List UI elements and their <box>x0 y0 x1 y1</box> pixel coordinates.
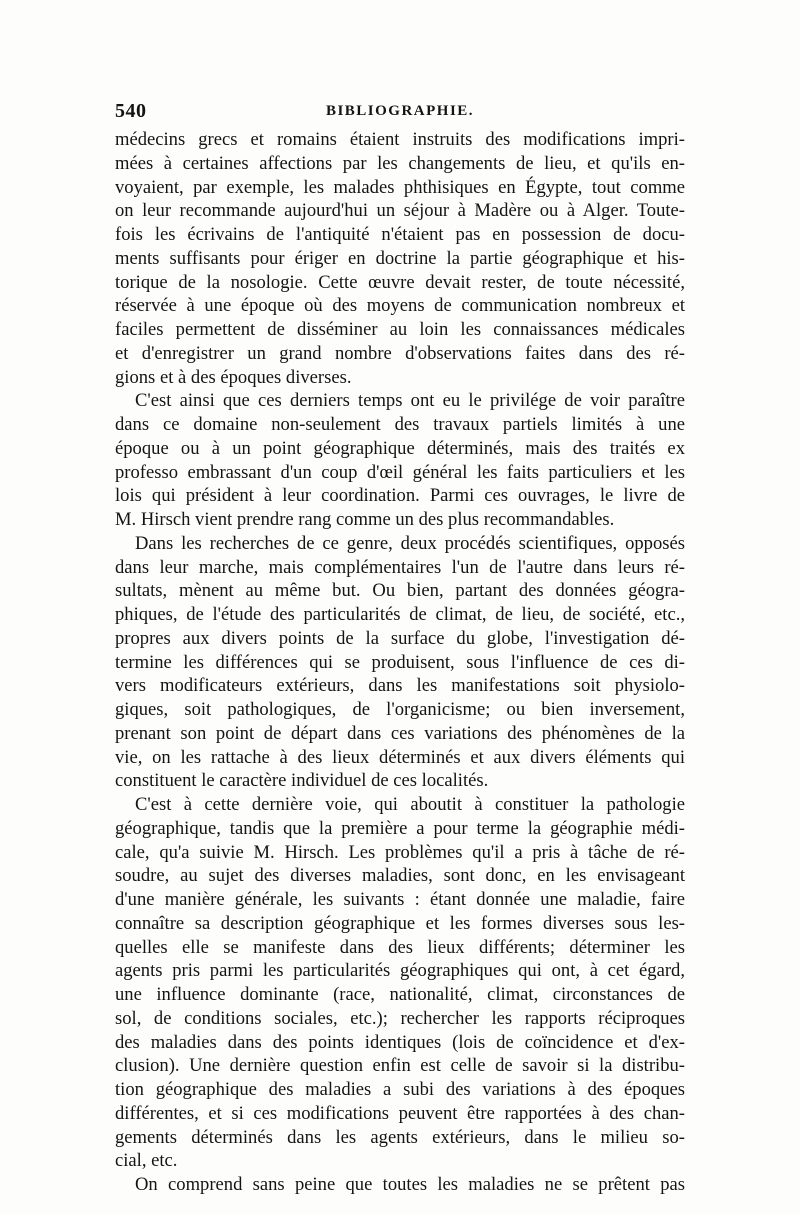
text-line: professo embrassant d'un coup d'œil général les faits particuliers et les <box>115 461 685 483</box>
text-line: d'une manière générale, les suivants : étant donnée une maladie, faire <box>115 889 685 910</box>
running-head <box>115 100 685 124</box>
text-line: ments suffisants pour ériger en doctrine la partie géographique et his- <box>115 247 685 269</box>
text-line: quelles elle se manifeste dans des lieux différents; déterminer les <box>115 936 685 958</box>
text-line: torique de la nosologie. Cette œuvre devait rester, de toute nécessité, <box>115 271 685 293</box>
text-line: Dans les recherches de ce genre, deux procédés scientifiques, opposés <box>135 532 685 554</box>
body-text <box>115 128 685 1197</box>
text-line: réservée à une époque où des moyens de communication nombreux et <box>115 295 685 317</box>
text-line: soudre, au sujet des diverses maladies, sont donc, en les envisageant <box>115 865 685 887</box>
text-line: voyaient, par exemple, les malades phthisiques en Égypte, tout comme <box>115 176 685 198</box>
text-line: propres aux divers points de la surface du globe, l'investigation dé- <box>115 627 685 649</box>
text-line: géographique, tandis que la première a pour terme la géographie médi- <box>115 817 685 839</box>
text-line: prenant son point de départ dans ces variations des phénomènes de la <box>115 722 685 744</box>
text-line: vie, on les rattache à des lieux déterminés et aux divers éléments qui <box>115 746 685 768</box>
text-line: des maladies dans des points identiques (lois de coïncidence et d'ex- <box>115 1031 685 1053</box>
text-line: sultats, mènent au même but. Ou bien, partant des données géogra- <box>115 580 685 602</box>
text-line: dans ce domaine non-seulement des travaux partiels limités à une <box>115 414 685 435</box>
text-line: clusion). Une dernière question enfin est celle de savoir si la distribu- <box>115 1055 685 1077</box>
text-line: connaître sa description géographique et les formes diverses sous les- <box>115 912 685 934</box>
text-line: lois qui président à leur coordination. Parmi ces ouvrages, le livre de <box>115 485 685 507</box>
text-line: gements déterminés dans les agents extérieurs, dans le milieu so- <box>115 1126 685 1148</box>
text-line: on leur recommande aujourd'hui un séjour à Madère ou à Alger. Toute- <box>115 200 685 222</box>
text-line: vers modificateurs extérieurs, dans les manifestations soit physiolo- <box>115 675 685 697</box>
text-line: C'est ainsi que ces derniers temps ont eu le privilége de voir paraître <box>135 390 685 412</box>
text-line: cial, etc. <box>115 1150 178 1172</box>
page-number: 540 <box>115 100 147 122</box>
text-line: C'est à cette dernière voie, qui aboutit à constituer la pathologie <box>135 794 685 815</box>
text-line: tion géographique des maladies a subi des variations à des époques <box>115 1079 685 1100</box>
text-line: fois les écrivains de l'antiquité n'étaient pas en possession de docu- <box>115 224 685 245</box>
text-line: cale, qu'a suivie M. Hirsch. Les problèmes qu'il a pris à tâche de ré- <box>115 841 685 863</box>
text-line: gions et à des époques diverses. <box>115 366 352 388</box>
text-line: On comprend sans peine que toutes les maladies ne se prêtent pas <box>135 1174 685 1195</box>
text-line: dans leur marche, mais complémentaires l'un de l'autre dans leurs ré- <box>115 556 685 578</box>
text-line: médecins grecs et romains étaient instruits des modifications impri- <box>115 129 685 150</box>
text-line: différentes, et si ces modifications peuvent être rapportées à des chan- <box>115 1102 685 1124</box>
text-line: constituent le caractère individuel de ces localités. <box>115 770 489 792</box>
text-line: sol, de conditions sociales, etc.); rechercher les rapports réciproques <box>115 1007 685 1029</box>
text-line: phiques, de l'étude des particularités de climat, de lieu, de société, etc., <box>115 604 685 625</box>
running-title: BIBLIOGRAPHIE. <box>325 103 475 119</box>
text-line: époque ou à un point géographique déterminés, mais des traités ex <box>115 437 685 459</box>
text-line: giques, soit pathologiques, de l'organicisme; ou bien inversement, <box>115 699 685 720</box>
text-line: mées à certaines affections par les changements de lieu, et qu'ils en- <box>115 152 685 174</box>
text-line: M. Hirsch vient prendre rang comme un des plus recommandables. <box>115 509 615 530</box>
text-line: et d'enregistrer un grand nombre d'observations faites dans des ré- <box>115 342 685 364</box>
text-line: termine les différences qui se produisent, sous l'influence de ces di- <box>115 651 685 673</box>
text-line: agents pris parmi les particularités géographiques qui ont, à cet égard, <box>115 960 685 982</box>
text-line: une influence dominante (race, nationalité, climat, circonstances de <box>115 984 685 1005</box>
text-line: faciles permettent de disséminer au loin les connaissances médicales <box>115 319 685 340</box>
